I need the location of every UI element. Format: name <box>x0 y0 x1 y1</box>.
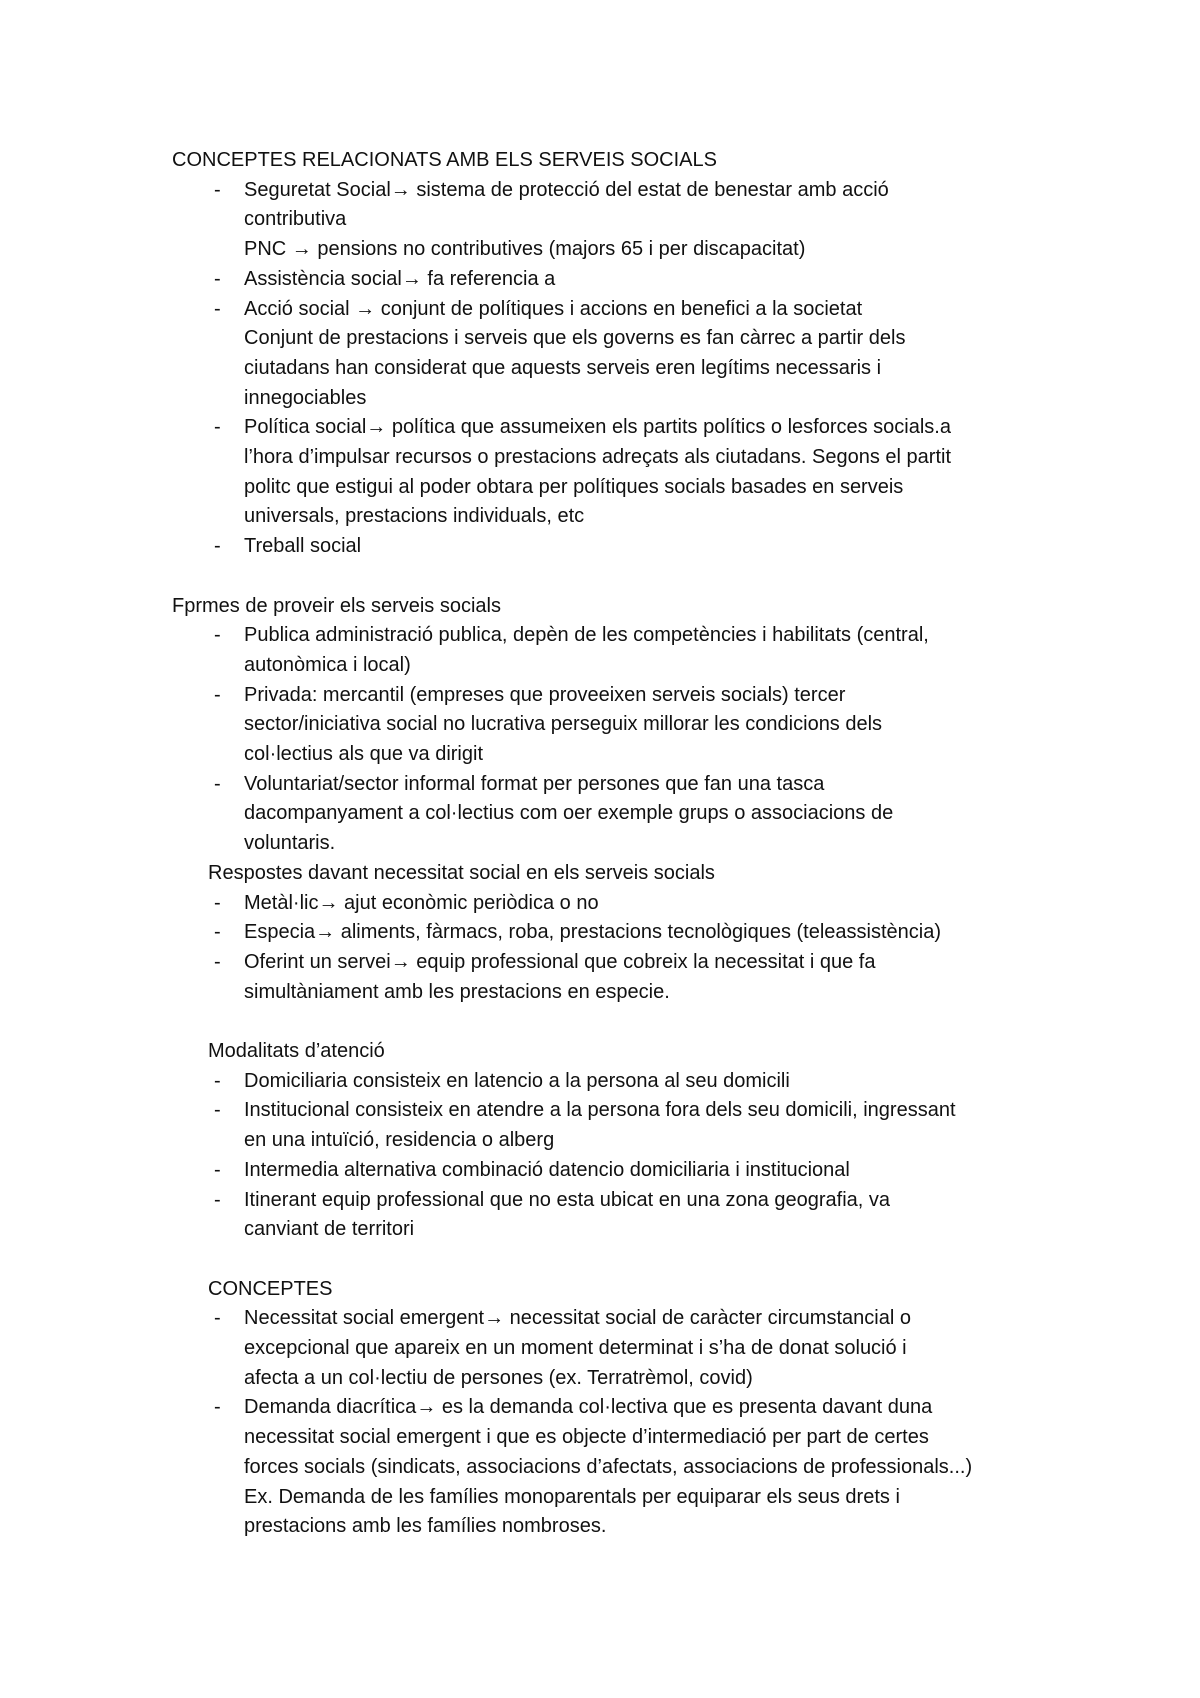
list-item-demanda-diacritica: - Demanda diacrítica→ es la demanda col·lectiva que es presenta davant duna <box>172 1393 1052 1423</box>
list-item-continuation: Ex. Demanda de les famílies monoparentals per equiparar els seus drets i <box>244 1485 900 1508</box>
dash-marker: - <box>214 1069 221 1092</box>
list-item-continuation: necessitat social emergent i que es objecte d’intermediació per part de certes <box>244 1426 929 1449</box>
list-item-continuation: afecta a un col·lectiu de persones (ex. Terratrèmol, covid) <box>244 1366 753 1389</box>
arrow-icon: → <box>390 950 411 973</box>
dash-marker: - <box>214 178 221 201</box>
arrow-icon: → <box>355 297 376 320</box>
dash-marker: - <box>214 297 221 320</box>
dash-marker: - <box>214 1396 221 1419</box>
dash-marker: - <box>214 950 221 973</box>
list-item-continuation: voluntaris. <box>244 832 336 855</box>
list-item-metallic: - Metàl·lic→ ajut econòmic periòdica o no <box>172 889 1052 919</box>
list-item-continuation: en una intuïció, residencia o alberg <box>244 1129 555 1152</box>
section-heading-conceptes: CONCEPTES <box>208 1277 333 1300</box>
arrow-icon: → <box>390 178 411 201</box>
list-item-institucional: - Institucional consisteix en atendre a la persona fora dels seu domicili, ingressant <box>172 1096 1052 1126</box>
blank-line <box>172 1007 1052 1037</box>
list-item-accio-social: - Acció social → conjunt de polítiques i accions en benefici a la societat <box>172 295 1052 325</box>
arrow-icon: → <box>416 1396 437 1419</box>
list-item-continuation: universals, prestacions individuals, etc <box>244 505 585 528</box>
list-item-continuation: forces socials (sindicats, associacions d’afectats, associacions de professionals...) <box>244 1455 973 1478</box>
dash-marker: - <box>214 1307 221 1330</box>
dash-marker: - <box>214 1158 221 1181</box>
list-item-seguretat-social: - Seguretat Social→ sistema de protecció del estat de benestar amb acció <box>172 176 1052 206</box>
list-item-necessitat-social-emergent: - Necessitat social emergent→ necessitat social de caràcter circumstancial o <box>172 1304 1052 1334</box>
dash-marker: - <box>214 416 221 439</box>
list-item-continuation: prestacions amb les famílies nombroses. <box>244 1515 607 1538</box>
list-item-itinerant: - Itinerant equip professional que no esta ubicat en una zona geografia, va <box>172 1186 1052 1216</box>
arrow-icon: → <box>401 267 422 290</box>
list-item-privada: - Privada: mercantil (empreses que proveeixen serveis socials) tercer <box>172 681 1052 711</box>
list-item-voluntariat: - Voluntariat/sector informal format per persones que fan una tasca <box>172 770 1052 800</box>
dash-marker: - <box>214 772 221 795</box>
list-item-continuation: contributiva <box>244 208 347 231</box>
dash-marker: - <box>214 267 221 290</box>
list-item-politica-social: - Política social→ política que assumeixen els partits polítics o lesforces socials.a <box>172 413 1052 443</box>
list-item-continuation: l’hora d’impulsar recursos o prestacions adreçats als ciutadans. Segons el partit <box>244 446 952 469</box>
list-item-continuation: autonòmica i local) <box>244 653 411 676</box>
list-item-intermedia: - Intermedia alternativa combinació datencio domiciliaria i institucional <box>172 1156 1052 1186</box>
section-heading-conceptes-relacionats: CONCEPTES RELACIONATS AMB ELS SERVEIS SOCIALS <box>172 149 717 171</box>
arrow-icon: → <box>318 891 339 914</box>
list-item-continuation: excepcional que apareix en un moment determinat i s’ha de donat solució i <box>244 1337 907 1360</box>
section-heading-modalitats: Modalitats d’atenció <box>208 1040 385 1063</box>
document-body <box>172 146 1052 1542</box>
section-heading-formes-proveir: Fprmes de proveir els serveis socials <box>172 594 501 617</box>
dash-marker: - <box>214 891 221 914</box>
list-item-continuation: col·lectius als que va dirigit <box>244 743 483 766</box>
list-item-continuation: canviant de territori <box>244 1218 415 1241</box>
blank-line <box>172 1245 1052 1275</box>
arrow-icon: → <box>315 921 336 944</box>
list-item-oferint-servei: - Oferint un servei→ equip professional que cobreix la necessitat i que fa <box>172 948 1052 978</box>
list-item-assistencia-social: - Assistència social→ fa referencia a <box>172 265 1052 295</box>
dash-marker: - <box>214 921 221 944</box>
list-item-continuation: innegociables <box>244 386 367 409</box>
list-item-continuation: politc que estigui al poder obtara per polítiques socials basades en serveis <box>244 475 904 498</box>
blank-line <box>172 562 1052 592</box>
dash-marker: - <box>214 683 221 706</box>
list-item-continuation: Conjunt de prestacions i serveis que els governs es fan càrrec a partir dels <box>244 327 906 350</box>
dash-marker: - <box>214 535 221 558</box>
arrow-icon: → <box>366 416 387 439</box>
list-item-continuation: ciutadans han considerat que aquests serveis eren legítims necessaris i <box>244 356 882 379</box>
list-item-continuation: dacompanyament a col·lectius com oer exemple grups o associacions de <box>244 802 894 825</box>
dash-marker: - <box>214 1099 221 1122</box>
list-item-continuation: PNC → pensions no contributives (majors 65 i per discapacitat) <box>244 238 806 261</box>
arrow-icon: → <box>484 1307 505 1330</box>
list-item-publica: - Publica administració publica, depèn de les competències i habilitats (central, <box>172 621 1052 651</box>
section-heading-respostes: Respostes davant necessitat social en els serveis socials <box>208 861 715 884</box>
list-item-domiciliaria: - Domiciliaria consisteix en latencio a la persona al seu domicili <box>172 1067 1052 1097</box>
dash-marker: - <box>214 624 221 647</box>
list-item-especia: - Especia→ aliments, fàrmacs, roba, prestacions tecnològiques (teleassistència) <box>172 918 1052 948</box>
list-item-treball-social: - Treball social <box>172 532 1052 562</box>
list-item-continuation: simultàniament amb les prestacions en especie. <box>244 980 670 1003</box>
arrow-icon: → <box>291 238 312 261</box>
dash-marker: - <box>214 1188 221 1211</box>
list-item-continuation: sector/iniciativa social no lucrativa perseguix millorar les condicions dels <box>244 713 883 736</box>
